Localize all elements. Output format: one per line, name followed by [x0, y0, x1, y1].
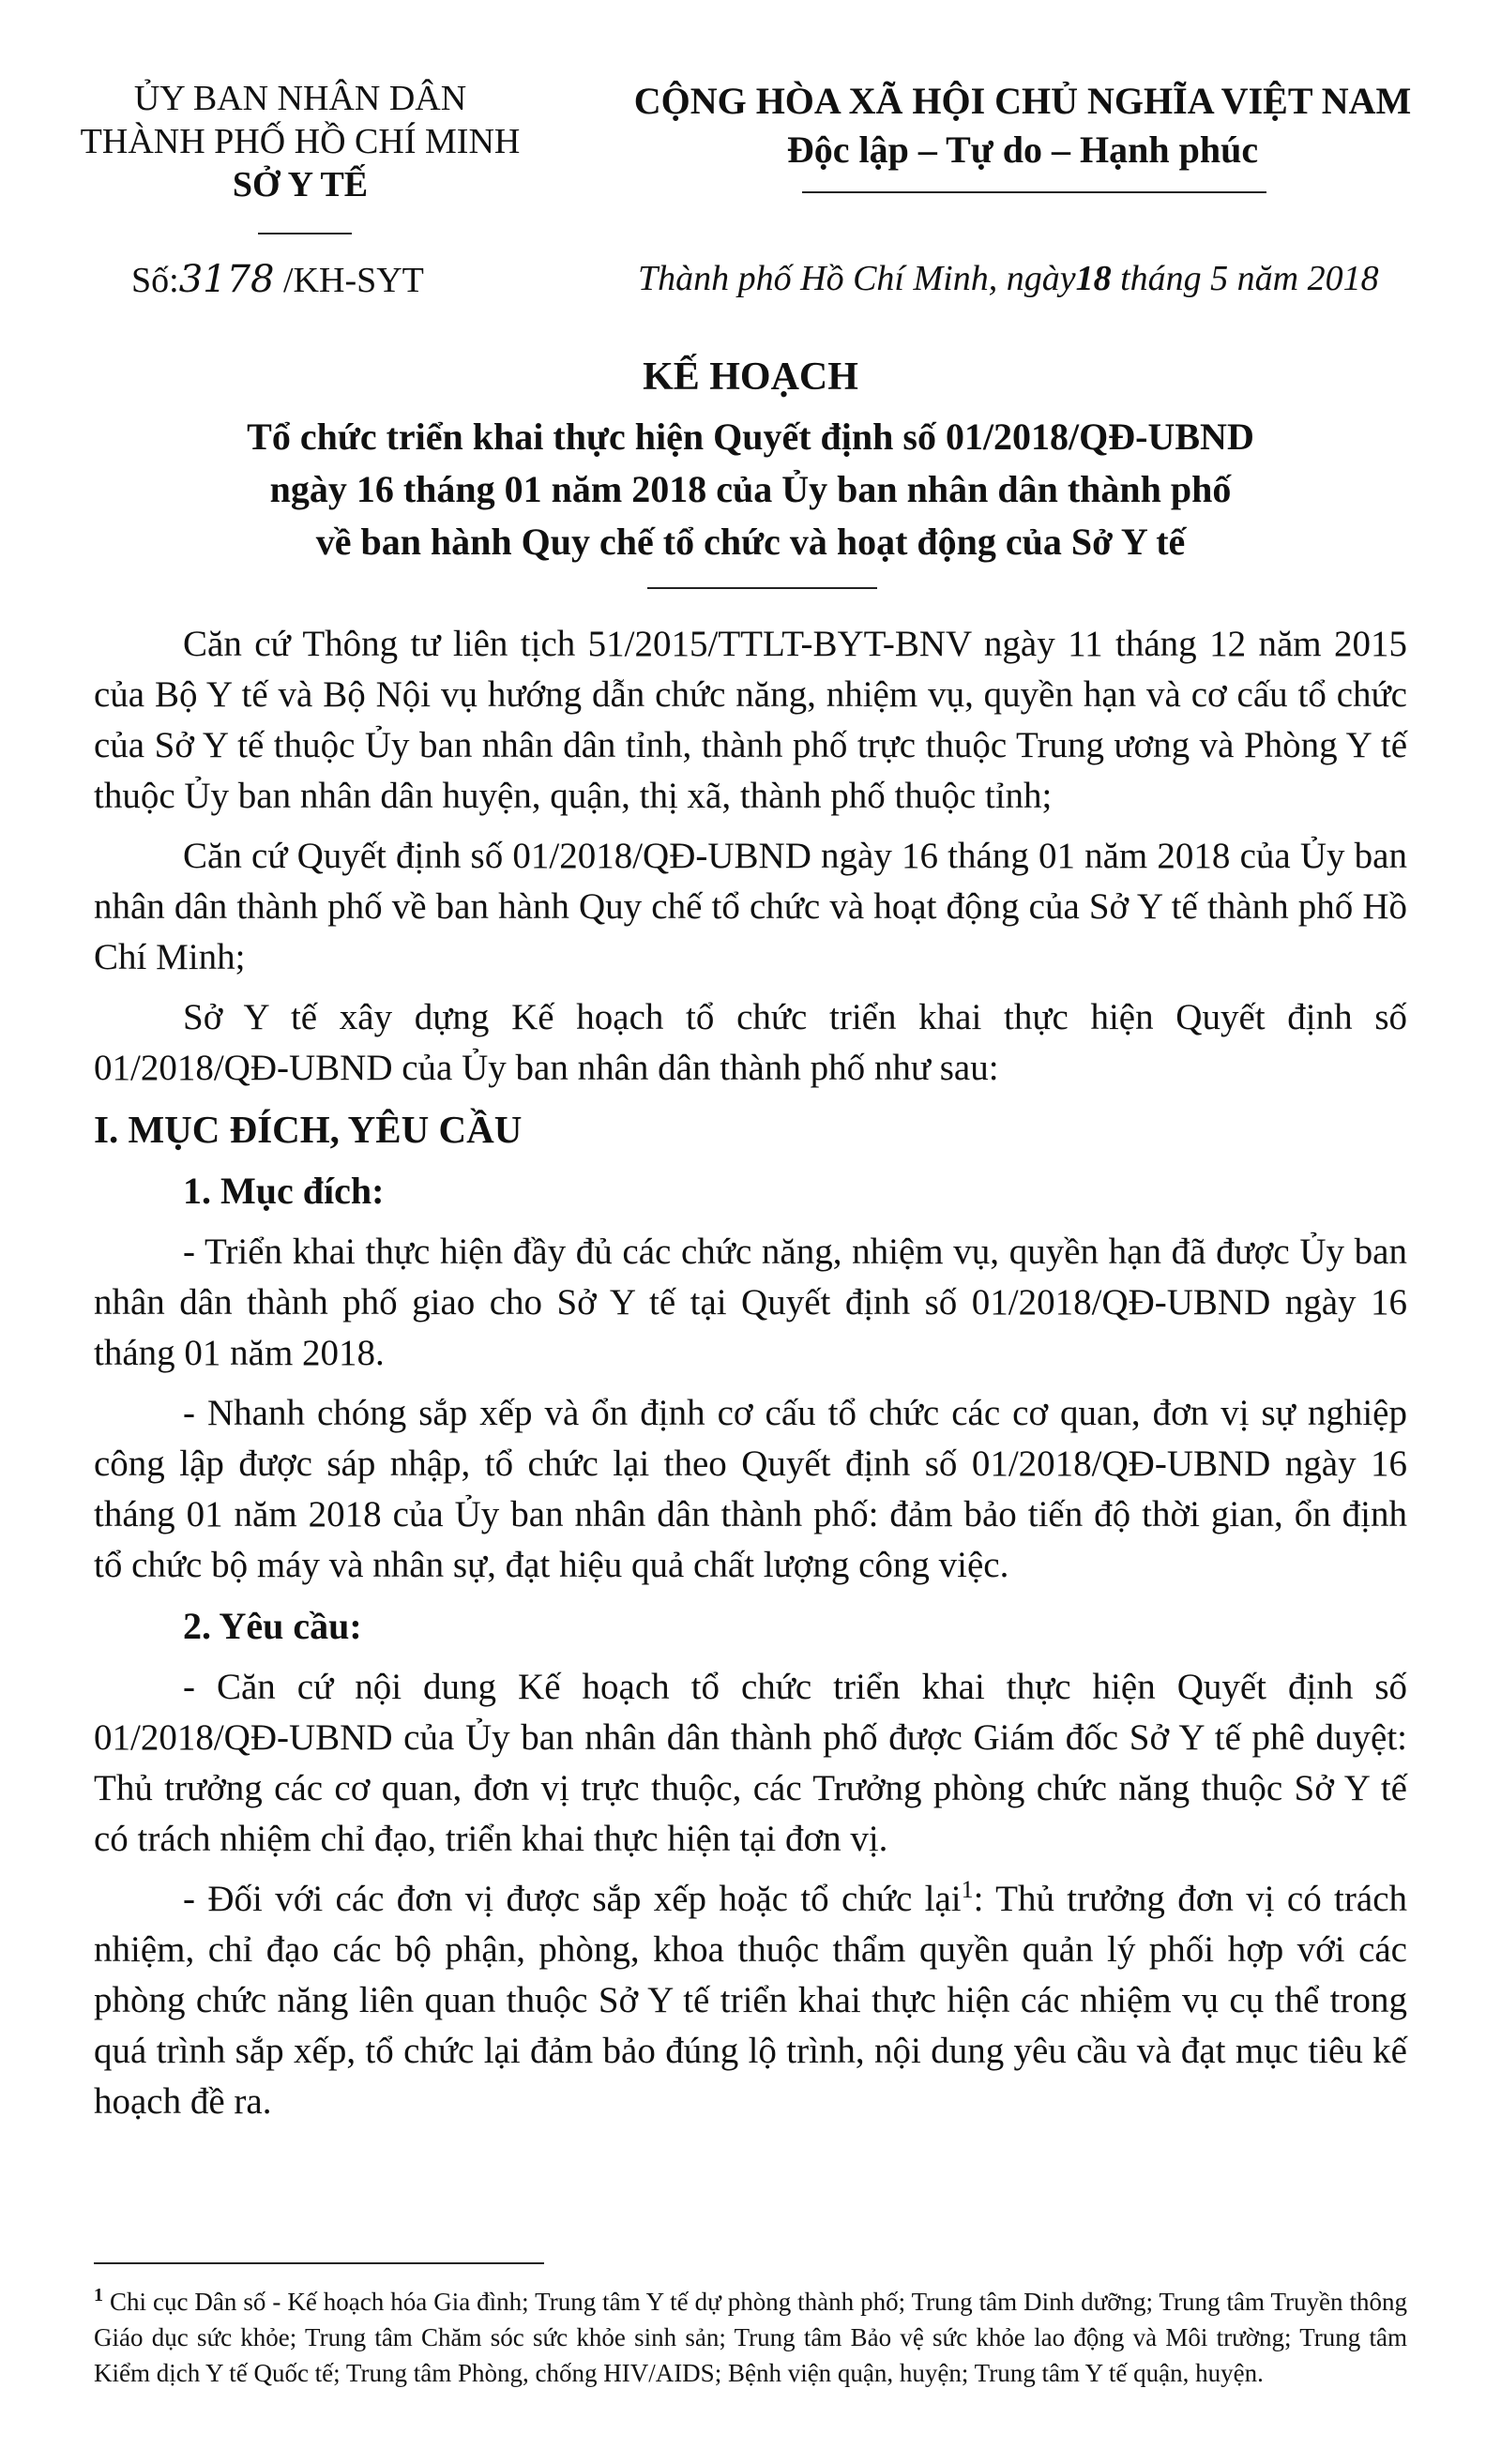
document-number	[131, 258, 424, 301]
document-number-value: 3178	[178, 258, 275, 301]
legal-basis-1: Căn cứ Thông tư liên tịch 51/2015/TTLT-BYT-BNV ngày 11 tháng 12 năm 2015 của Bộ Y tế và Bộ Nội vụ hướng dẫn chức năng, nhiệm vụ, quyền hạn và cơ cấu tổ chức của Sở Y tế thuộc Ủy ban nhân dân tỉnh, thành phố trực thuộc Trung ương và Phòng Y tế thuộc Ủy ban nhân dân huyện, quận, thị xã, thành phố thuộc tỉnh;	[94, 624, 1407, 816]
org-line-2: THÀNH PHỐ HỒ CHÍ MINH	[80, 122, 521, 161]
subtitle-line-1: Tổ chức triển khai thực hiện Quyết định số 01/2018/QĐ-UBND	[247, 416, 1254, 458]
document-subtitle	[141, 411, 1360, 568]
legal-basis-2: Căn cứ Quyết định số 01/2018/QĐ-UBND ngày 16 tháng 01 năm 2018 của Ủy ban nhân dân thành phố về ban hành Quy chế tổ chức và hoạt động của Sở Y tế thành phố Hồ Chí Minh;	[94, 836, 1407, 977]
date-suffix: tháng 5 năm 2018	[1111, 259, 1379, 298]
org-line-3: SỞ Y TẾ	[232, 165, 369, 204]
footnote-reference[interactable]: 1	[961, 1876, 974, 1903]
country-name: CỘNG HÒA XÃ HỘI CHỦ NGHĨA VIỆT NAM	[633, 80, 1412, 122]
org-underline	[258, 233, 352, 234]
date-day: 18	[1075, 259, 1112, 298]
document-number-suffix: /KH-SYT	[274, 261, 424, 300]
purpose-item-2: - Nhanh chóng sắp xếp và ổn định cơ cấu tổ chức các cơ quan, đơn vị sự nghiệp công lập được sáp nhập, tổ chức lại theo Quyết định số 01/2018/QĐ-UBND ngày 16 tháng 01 năm 2018 của Ủy ban nhân dân thành phố: đảm bảo tiến độ thời gian, ổn định tổ chức bộ máy và nhân sự, đạt hiệu quả chất lượng công việc.	[94, 1393, 1407, 1585]
motto-underline	[802, 191, 1266, 193]
date-prefix: Thành phố Hồ Chí Minh, ngày	[638, 259, 1076, 298]
footnote-marker: 1	[94, 2285, 103, 2305]
issuing-organization	[75, 77, 525, 206]
footnote	[94, 2277, 1407, 2391]
footnote-text: Chi cục Dân số - Kế hoạch hóa Gia đình; Trung tâm Y tế dự phòng thành phố; Trung tâm Dinh dưỡng; Trung tâm Truyền thông Giáo dục sức khỏe; Trung tâm Chăm sóc sức khỏe sinh sản; Trung tâm Bảo vệ sức khỏe lao động và Môi trường; Trung tâm Kiểm dịch Y tế Quốc tế; Trung tâm Phòng, chống HIV/AIDS; Bệnh viện quận, huyện; Trung tâm Y tế quận, huyện.	[94, 2288, 1407, 2387]
subsection-heading-purpose: 1. Mục đích:	[183, 1170, 385, 1212]
subsection-heading-requirements: 2. Yêu cầu:	[183, 1605, 362, 1647]
title-underline	[647, 587, 877, 589]
section-heading: I. MỤC ĐÍCH, YÊU CẦU	[94, 1108, 523, 1151]
purpose-item-1: - Triển khai thực hiện đầy đủ các chức năng, nhiệm vụ, quyền hạn đã được Ủy ban nhân dân thành phố giao cho Sở Y tế tại Quyết định số 01/2018/QĐ-UBND ngày 16 tháng 01 năm 2018.	[94, 1232, 1407, 1373]
document-date	[638, 258, 1379, 299]
intro-paragraph: Sở Y tế xây dựng Kế hoạch tổ chức triển khai thực hiện Quyết định số 01/2018/QĐ-UBND của Ủy ban nhân dân thành phố như sau:	[94, 997, 1407, 1088]
org-line-1: ỦY BAN NHÂN DÂN	[133, 79, 467, 118]
subtitle-line-3: về ban hành Quy chế tổ chức và hoạt động của Sở Y tế	[315, 521, 1186, 563]
national-header	[600, 77, 1445, 174]
document-title: KẾ HOẠCH	[643, 355, 858, 399]
footnote-separator	[94, 2262, 544, 2264]
document-body	[94, 619, 1407, 2137]
requirement-item-2-start: - Đối với các đơn vị được sắp xếp hoặc tổ chức lại	[183, 1879, 962, 1919]
requirement-item-1: - Căn cứ nội dung Kế hoạch tổ chức triển khai thực hiện Quyết định số 01/2018/QĐ-UBND của Ủy ban nhân dân thành phố được Giám đốc Sở Y tế phê duyệt: Thủ trưởng các cơ quan, đơn vị trực thuộc, các Trưởng phòng chức năng thuộc Sở Y tế có trách nhiệm chỉ đạo, triển khai thực hiện tại đơn vị.	[94, 1667, 1407, 1859]
document-number-prefix: Số:	[131, 261, 179, 300]
subtitle-line-2: ngày 16 tháng 01 năm 2018 của Ủy ban nhân dân thành phố	[269, 468, 1232, 510]
national-motto: Độc lập – Tự do – Hạnh phúc	[786, 128, 1259, 171]
requirement-item-2-end: : Thủ trưởng đơn vị có trách nhiệm, chỉ đạo các bộ phận, phòng, khoa thuộc thẩm quyền quản lý phối hợp với các phòng chức năng liên quan thuộc Sở Y tế triển khai thực hiện các nhiệm vụ cụ thể trong quá trình sắp xếp, tổ chức lại đảm bảo đúng lộ trình, nội dung yêu cầu và đạt mục tiêu kế hoạch đề ra.	[94, 1879, 1408, 2122]
requirement-item-2	[94, 1874, 1407, 2127]
